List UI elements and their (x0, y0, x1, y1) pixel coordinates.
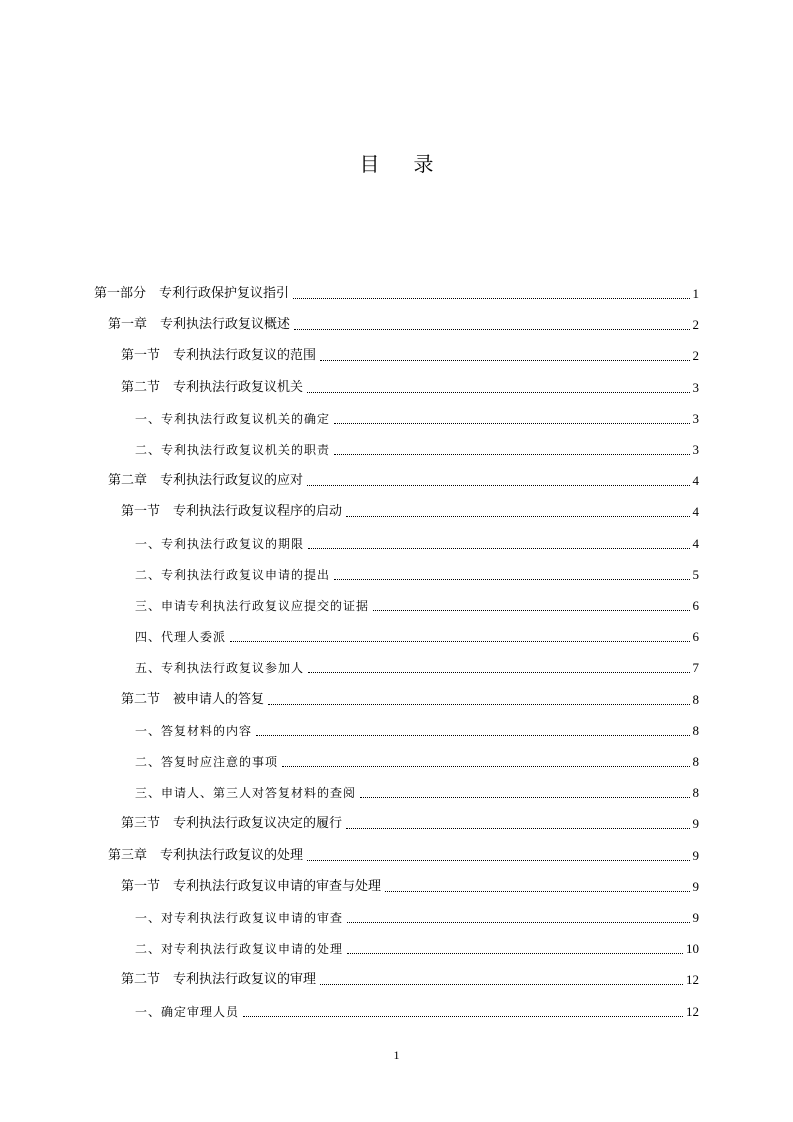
toc-entry-title: 一、专利执法行政复议机关的确定 (135, 411, 331, 426)
toc-dot-leader (243, 1016, 683, 1017)
toc-dot-leader (346, 828, 689, 829)
toc-dot-leader (268, 704, 689, 705)
toc-entry-title: 二、专利执法行政复议机关的职责 (135, 443, 331, 457)
toc-dot-leader (293, 298, 689, 299)
toc-dot-leader (334, 423, 689, 424)
toc-dot-leader (320, 360, 689, 361)
toc-dot-leader (308, 672, 689, 673)
toc-entry-title: 一、对专利执法行政复议申请的审查 (135, 911, 344, 925)
toc-dot-leader (346, 516, 689, 517)
toc-entry-title: 一、确定审理人员 (135, 1004, 240, 1019)
toc-dot-leader (334, 454, 689, 455)
toc-dot-leader (373, 610, 689, 611)
toc-entry-title: 第一节 专利执法行政复议程序的启动 (121, 504, 343, 520)
toc-entry-title: 一、专利执法行政复议的期限 (135, 536, 305, 551)
toc-dot-leader (320, 984, 683, 985)
toc-entry-page: 10 (686, 941, 699, 957)
toc-entry-title: 二、答复时应注意的事项 (135, 755, 279, 769)
toc-dot-leader (385, 891, 689, 892)
toc-entry-title: 第一节 专利执法行政复议申请的审查与处理 (121, 878, 382, 894)
toc-entry-title: 一、答复材料的内容 (135, 723, 253, 738)
toc-entry[interactable] (121, 875, 699, 899)
toc-entry-page: 9 (692, 878, 699, 894)
toc-entry-title: 第二节 专利执法行政复议机关 (121, 379, 304, 395)
toc-entry-page: 4 (692, 504, 699, 520)
toc-entry[interactable] (121, 688, 699, 712)
toc-dot-leader (282, 766, 689, 767)
toc-entry-page: 7 (692, 660, 699, 676)
toc-entry-page: 3 (692, 379, 699, 395)
toc-dot-leader (347, 953, 683, 954)
toc-entry[interactable] (121, 376, 699, 400)
toc-entry[interactable] (135, 532, 699, 556)
toc-entry-page: 8 (692, 722, 699, 738)
toc-entry-page: 2 (692, 317, 699, 333)
toc-entry-page: 2 (692, 348, 699, 364)
toc-entry-title: 第一章 专利执法行政复议概述 (108, 317, 291, 333)
toc-entry-title: 第二节 被申请人的答复 (121, 691, 265, 707)
toc-entry-title: 五、专利执法行政复议参加人 (135, 661, 305, 676)
toc-entry-page: 3 (692, 410, 699, 426)
toc-entry[interactable] (135, 407, 699, 431)
toc-entry-page: 9 (692, 847, 699, 863)
toc-entry[interactable] (121, 344, 699, 368)
toc-entry[interactable] (108, 469, 699, 493)
toc-entry-page: 12 (686, 972, 699, 988)
toc-entry-title: 第三章 专利执法行政复议的处理 (108, 847, 304, 863)
toc-entry[interactable] (135, 1000, 699, 1024)
toc-dot-leader (256, 735, 689, 736)
toc-entry-page: 9 (692, 910, 699, 925)
toc-entry-title: 三、申请人、第三人对答复材料的查阅 (135, 786, 357, 801)
toc-entry-title: 第二章 专利执法行政复议的应对 (108, 473, 304, 489)
toc-entry-title: 三、申请专利执法行政复议应提交的证据 (135, 599, 370, 613)
toc-entry[interactable] (135, 750, 699, 774)
toc-entry-page: 3 (692, 442, 699, 457)
toc-entry[interactable] (121, 968, 699, 992)
page-number: 1 (393, 1048, 400, 1062)
toc-entry-title: 二、对专利执法行政复议申请的处理 (135, 942, 344, 957)
toc-entry-page: 9 (692, 816, 699, 832)
toc-entry[interactable] (121, 812, 699, 836)
toc-entry-page: 1 (692, 286, 699, 301)
toc-entry-title: 第一部分 专利行政保护复议指引 (94, 286, 290, 301)
toc-dot-leader (360, 797, 689, 798)
toc-dot-leader (294, 329, 689, 330)
toc-entry[interactable] (135, 438, 699, 462)
toc-dot-leader (307, 860, 689, 861)
toc-entry[interactable] (135, 781, 699, 805)
toc-entry-page: 6 (692, 629, 699, 645)
toc-entry-page: 12 (686, 1003, 699, 1019)
toc-entry-title: 第二节 专利执法行政复议的审理 (121, 972, 317, 988)
toc-entry-page: 8 (692, 754, 699, 769)
toc-entry[interactable] (94, 282, 699, 306)
toc-entry[interactable] (135, 594, 699, 618)
toc-entry-page: 8 (692, 785, 699, 801)
toc-dot-leader (307, 485, 689, 486)
toc-entry-title: 四、代理人委派 (135, 630, 227, 645)
toc-entry[interactable] (108, 313, 699, 337)
toc-entry[interactable] (135, 656, 699, 680)
toc-entry[interactable] (108, 844, 699, 868)
toc-entry[interactable] (135, 906, 699, 930)
toc-entry[interactable] (135, 937, 699, 961)
toc-entry-page: 8 (692, 691, 699, 707)
toc-entry[interactable] (121, 500, 699, 524)
toc-entry-title: 第一节 专利执法行政复议的范围 (121, 348, 317, 364)
toc-entry-page: 5 (692, 566, 699, 582)
toc-dot-leader (308, 548, 689, 549)
toc-entry[interactable] (135, 625, 699, 649)
toc-dot-leader (307, 392, 689, 393)
toc-entry[interactable] (135, 719, 699, 743)
toc-dot-leader (334, 579, 689, 580)
toc-entry-page: 6 (692, 598, 699, 613)
toc-dot-leader (347, 922, 689, 923)
toc-entry[interactable] (135, 563, 699, 587)
toc-entry-page: 4 (692, 535, 699, 551)
toc-entry-title: 第三节 专利执法行政复议决定的履行 (121, 816, 343, 832)
page-title: 目录 (359, 152, 468, 176)
toc-entry-page: 4 (692, 473, 699, 489)
toc-dot-leader (230, 641, 689, 642)
toc-entry-title: 二、专利执法行政复议申请的提出 (135, 567, 331, 582)
